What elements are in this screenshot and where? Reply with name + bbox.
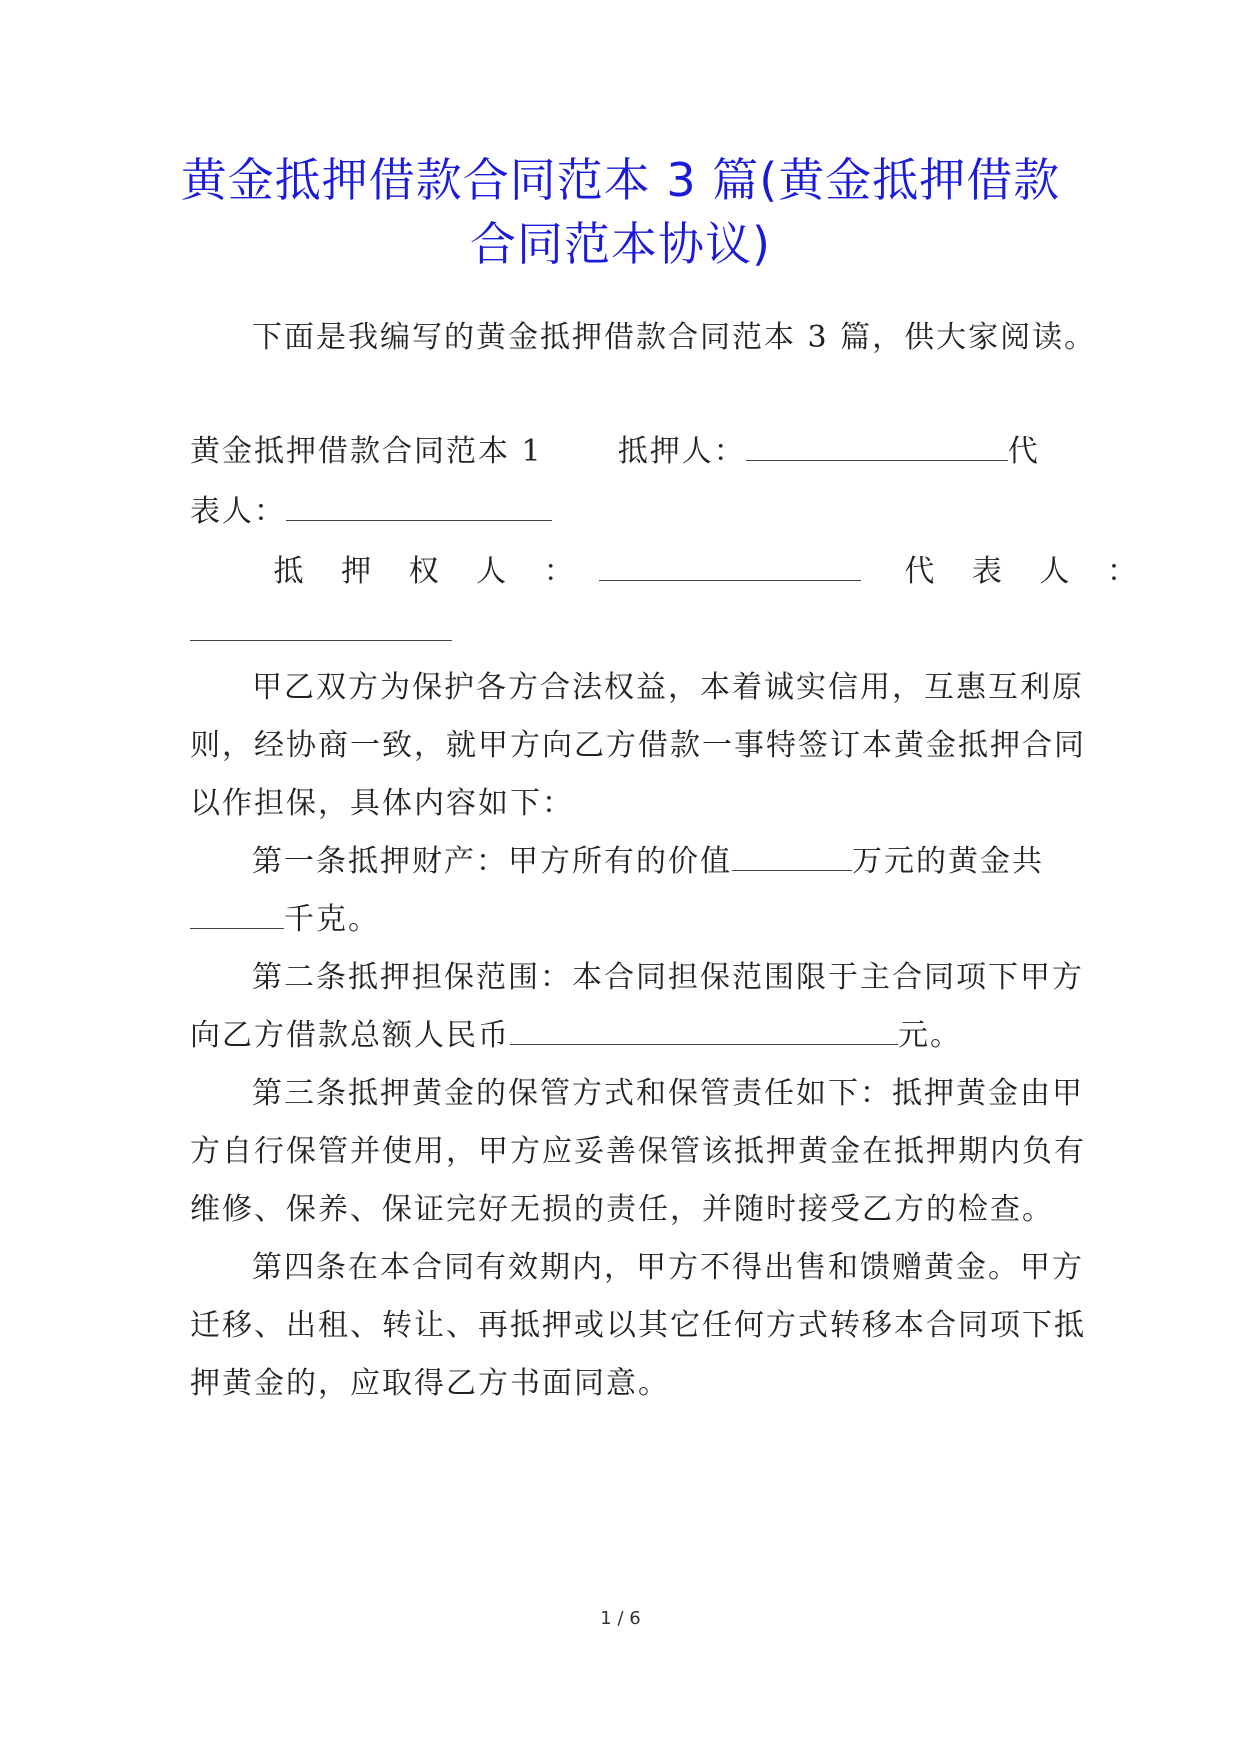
article2-text-b: 元。 [898, 1018, 962, 1053]
pledgor-label: 抵押人： [617, 434, 746, 469]
section1-header-line [190, 432, 1056, 472]
article1-line1 [190, 842, 1056, 882]
rep-line [190, 492, 1056, 532]
rep-label-b: 表人： [190, 494, 286, 529]
article4-line1: 第四条在本合同有效期内，甲方不得出售和馈赠黄金。甲方 [252, 1250, 1084, 1285]
article1-text-c: 千克。 [284, 902, 380, 937]
pledgor-blank [746, 434, 1008, 461]
title-line-2: 合同范本协议) [470, 217, 771, 271]
page-number: 1 / 6 [600, 1608, 641, 1629]
article2-line1: 第二条抵押担保范围：本合同担保范围限于主合同项下甲方 [252, 960, 1084, 995]
weight-blank [190, 902, 284, 929]
article2-text-a: 向乙方借款总额人民币 [190, 1018, 510, 1053]
document-title [150, 148, 1091, 276]
para1-line1: 甲乙双方为保护各方合法权益，本着诚实信用，互惠互利原 [252, 670, 1084, 705]
section1-heading: 黄金抵押借款合同范本 1 [190, 434, 543, 469]
pledgee-blank [599, 554, 861, 581]
para1-line3: 以作担保，具体内容如下： [190, 786, 574, 821]
article1-text-b: 万元的黄金共 [852, 844, 1044, 879]
article3-line2: 方自行保管并使用，甲方应妥善保管该抵押黄金在抵押期内负有 [190, 1134, 1086, 1169]
intro-paragraph: 下面是我编写的黄金抵押借款合同范本 3 篇，供大家阅读。 [252, 320, 1097, 355]
value-blank [732, 844, 852, 871]
para1-line2: 则，经协商一致，就甲方向乙方借款一事特签订本黄金抵押合同 [190, 728, 1086, 763]
article3-line3: 维修、保养、保证完好无损的责任，并随时接受乙方的检查。 [190, 1192, 1054, 1227]
pledgee-rep-line [190, 612, 1056, 652]
article1-line2 [190, 900, 1056, 940]
article2-line2 [190, 1016, 1056, 1056]
article4-line3: 押黄金的，应取得乙方书面同意。 [190, 1366, 670, 1401]
article3-line1: 第三条抵押黄金的保管方式和保管责任如下：抵押黄金由甲 [252, 1076, 1084, 1111]
rep-blank [286, 494, 552, 521]
pledgee-line [190, 552, 1151, 592]
rep-label-a: 代 [1007, 434, 1040, 469]
article1-text-a: 第一条抵押财产：甲方所有的价值 [252, 844, 732, 879]
pledgee-rep-blank [190, 614, 452, 641]
rep-label-2: 代 表 人 ： [904, 554, 1151, 589]
amount-blank [510, 1018, 898, 1045]
title-line-1: 黄金抵押借款合同范本 3 篇(黄金抵押借款 [180, 153, 1061, 207]
article4-line2: 迁移、出租、转让、再抵押或以其它任何方式转移本合同项下抵 [190, 1308, 1086, 1343]
pledgee-label: 抵 押 权 人 ： [273, 554, 588, 589]
